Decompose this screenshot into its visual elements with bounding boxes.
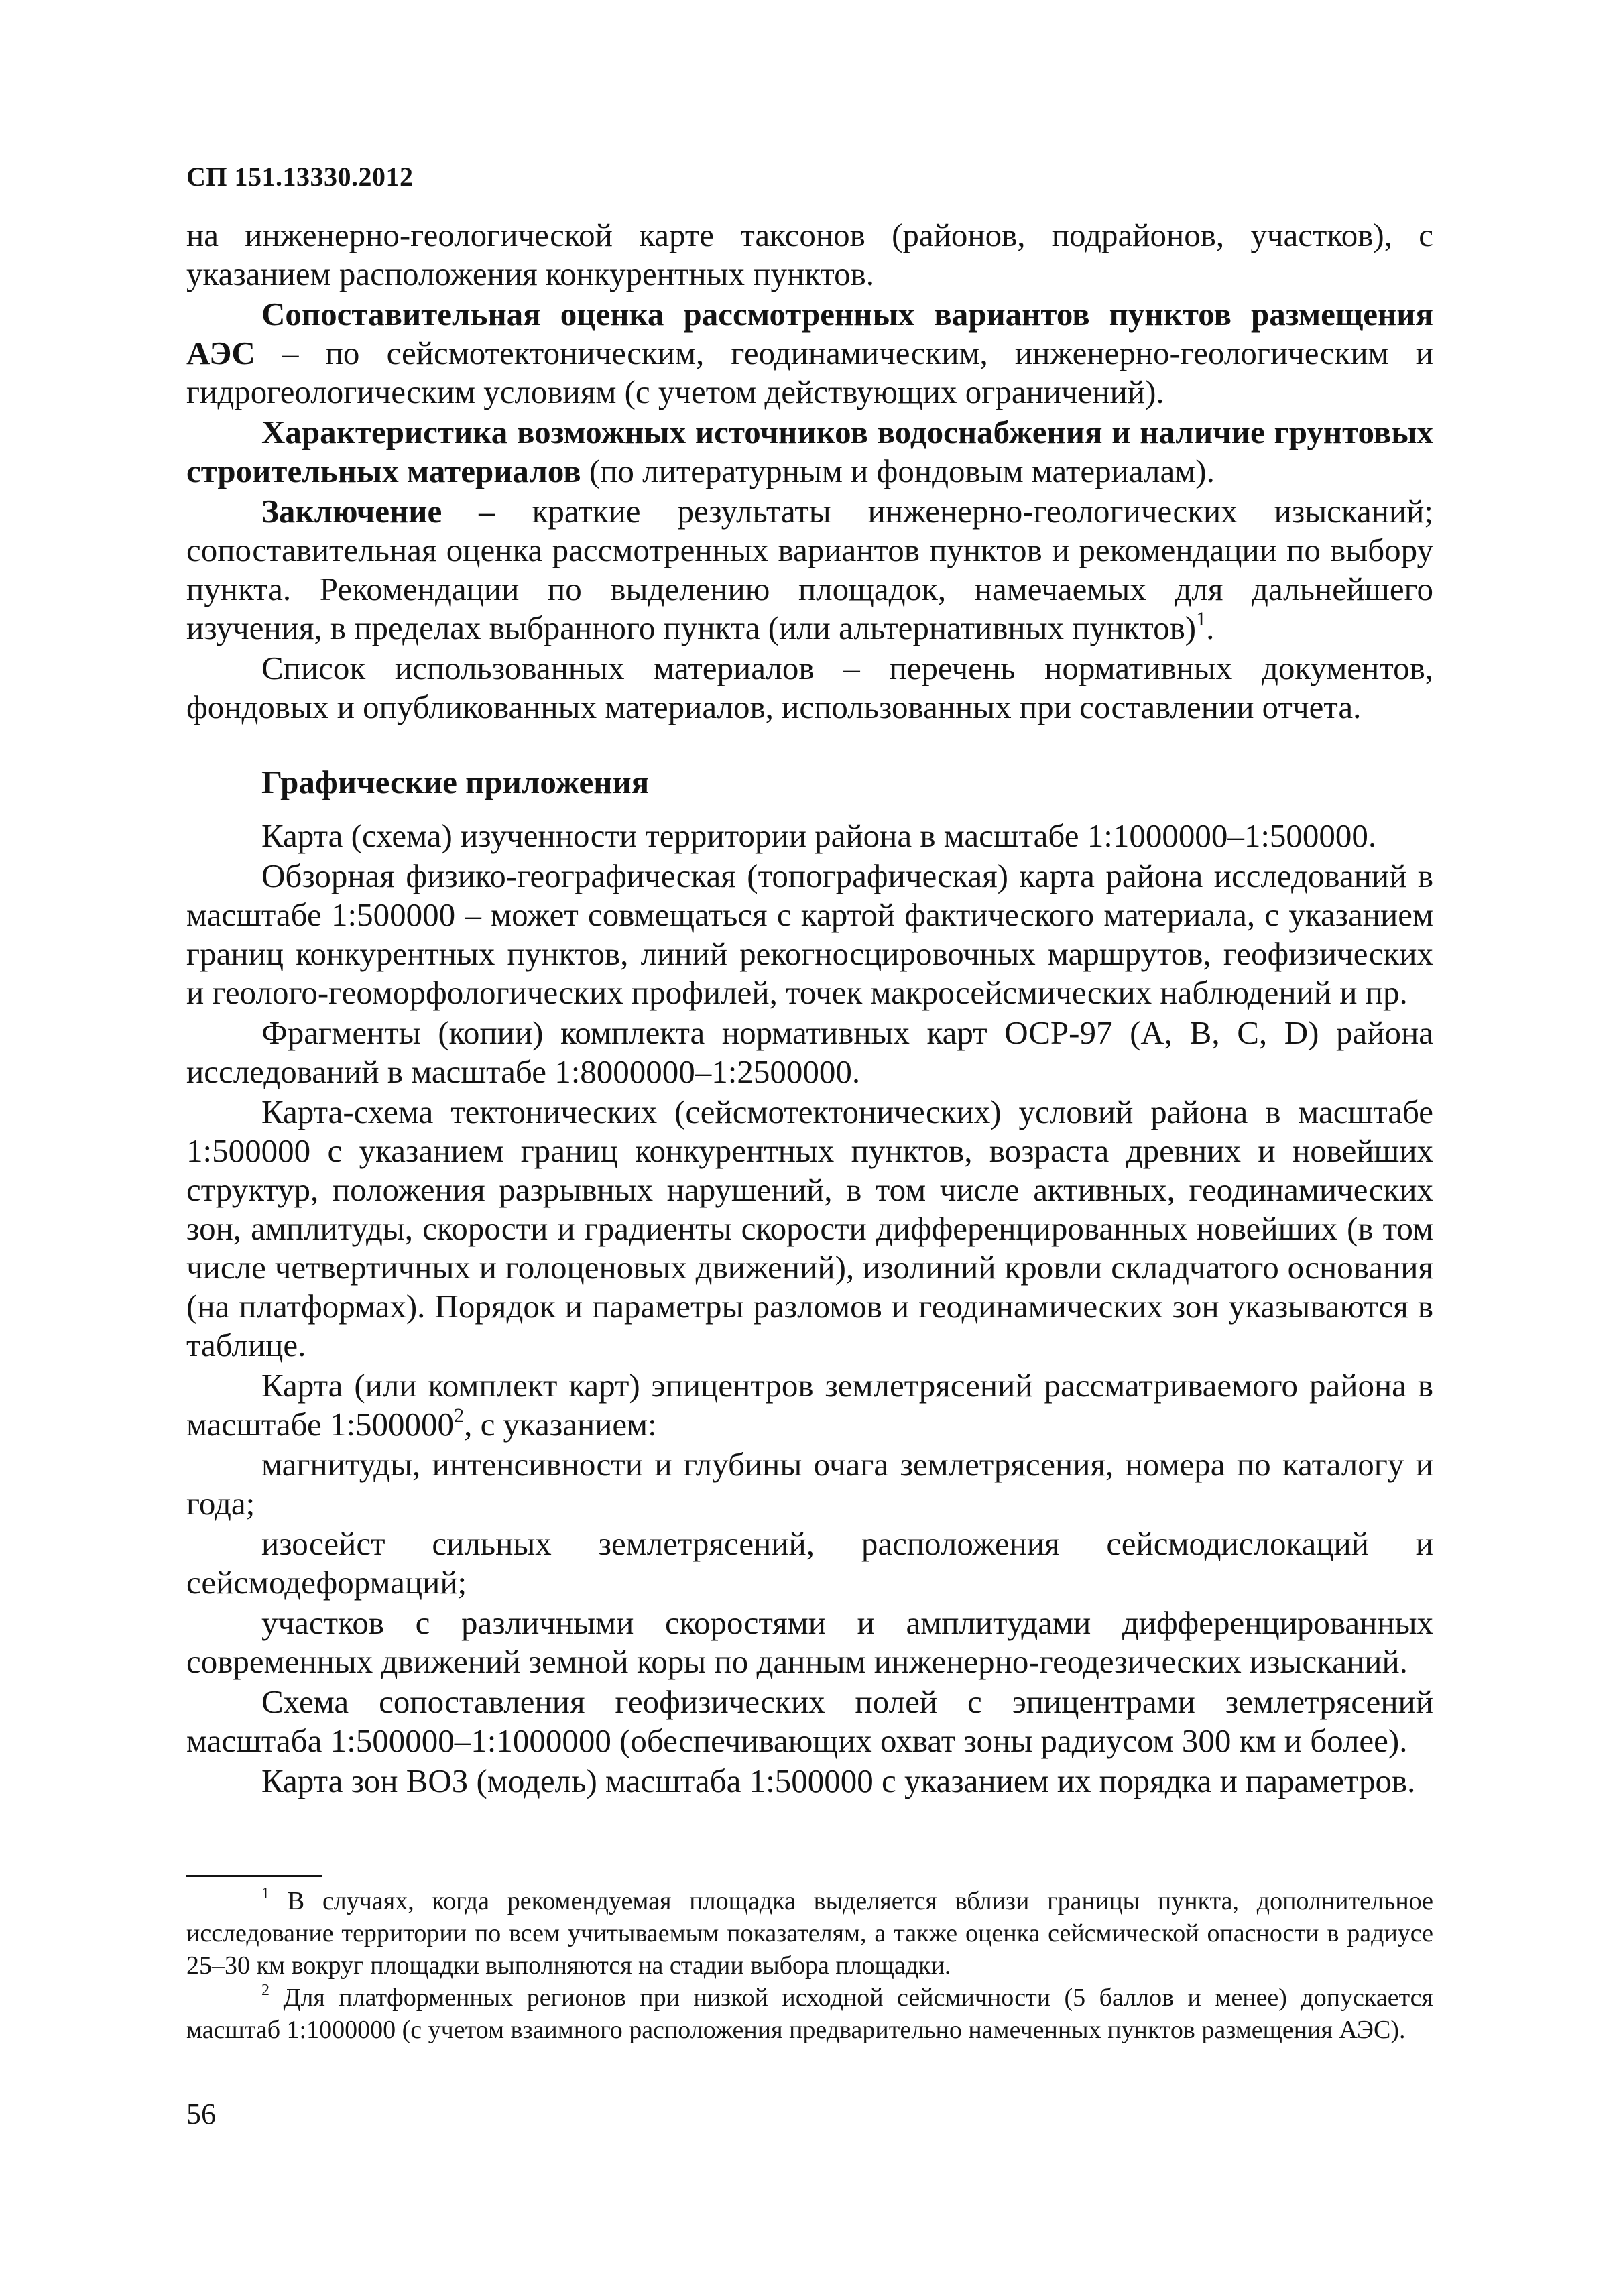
text-epicenter-map: Карта (или комплект карт) эпицентров землетрясений рассматриваемого района в масштабе 1:500000: [186, 1367, 1433, 1443]
list-item-crust-movements: участков с различными скоростями и амплитудами дифференцированных современных движений земной коры по данным инженерно-геодезических изысканий.: [186, 1604, 1433, 1680]
paragraph-study-map: Карта (схема) изученности территории района в масштабе 1:1000000–1:500000.: [261, 817, 1377, 854]
text-comparative-assessment: – по сейсмотектоническим, геодинамическим, инженерно-геологическим и гидрогеологическим условиям (с учетом действующих ограничений).: [186, 335, 1433, 410]
term-water-sources: Характеристика возможных источников водоснабжения и наличие грунтовых строительных материалов: [186, 414, 1433, 489]
list-item-isoseists: изосейст сильных землетрясений, расположения сейсмодислокаций и сейсмодеформаций;: [186, 1525, 1433, 1601]
paragraph-overview-map: Обзорная физико-географическая (топографическая) карта района исследований в масштабе 1:500000 – может совмещаться с картой фактического материала, с указанием границ конкурентных пунктов, линий рекогносцировочных маршрутов, геофизических и геолого-геоморфологических профилей, точек макросейсмических наблюдений и пр.: [186, 857, 1433, 1011]
footnote-text-2: Для платформенных регионов при низкой исходной сейсмичности (5 баллов и менее) допускается масштаб 1:1000000 (с учетом взаимного расположения предварительно намеченных пунктов размещения АЭС).: [186, 1984, 1433, 2044]
paragraph-comparative-assessment: [186, 295, 1433, 412]
paragraph-epicenter-map: [186, 1366, 1433, 1444]
page-content: [186, 216, 1433, 1802]
paragraph-tectonic-map: Карта-схема тектонических (сейсмотектонических) условий района в масштабе 1:500000 с указанием границ конкурентных пунктов, возраста древних и новейших структур, положения разрывных нарушений, в том числе активных, геодинамических зон, амплитуды, скорости и градиенты скорости дифференцированных новейших (в том числе четвертичных и голоценовых движений), изолиний кровли складчатого основания (на платформах). Порядок и параметры разломов и геодинамических зон указываются в таблице.: [186, 1093, 1433, 1364]
footnote-ref-2: 2: [454, 1404, 465, 1427]
footnotes: [186, 1885, 1433, 2046]
conclusion-period: .: [1206, 609, 1215, 646]
footnote-2: [186, 1982, 1433, 2046]
paragraph-voz-zones-map: Карта зон ВОЗ (модель) масштаба 1:500000 с указанием их порядка и параметров.: [261, 1762, 1416, 1799]
section-title-graphic-appendices: Графические приложения: [261, 764, 650, 800]
paragraph-references: Список использованных материалов – перечень нормативных документов, фондовых и опубликованных материалов, использованных при составлении отчета.: [186, 650, 1433, 725]
list-item-magnitude: магнитуды, интенсивности и глубины очага землетрясения, номера по каталогу и года;: [186, 1446, 1433, 1522]
text-conclusion: – краткие результаты инженерно-геологических изысканий; сопоставительная оценка рассмотренных вариантов пунктов и рекомендации по выбору пункта. Рекомендации по выделению площадок, намечаемых для дальнейшего изучения, в пределах выбранного пункта (или альтернативных пунктов): [186, 493, 1433, 646]
text-water-sources: (по литературным и фондовым материалам).: [581, 452, 1215, 489]
paragraph-osr-fragments: Фрагменты (копии) комплекта нормативных карт ОСР-97 (A, B, C, D) района исследований в масштабе 1:8000000–1:2500000.: [186, 1014, 1433, 1090]
paragraph-geophysical-fields: Схема сопоставления геофизических полей с эпицентрами землетрясений масштаба 1:500000–1:1000000 (обеспечивающих охват зоны радиусом 300 км и более).: [186, 1683, 1433, 1759]
footnote-mark-1: 1: [261, 1885, 269, 1902]
text-epicenter-map-tail: , с указанием:: [464, 1406, 657, 1443]
paragraph-water-sources: [186, 413, 1433, 491]
footnote-divider: [186, 1875, 322, 1877]
paragraph-continuation: на инженерно-геологической карте таксонов (районов, подрайонов, участков), с указанием расположения конкурентных пунктов.: [186, 217, 1433, 292]
term-conclusion: Заключение: [261, 493, 442, 530]
paragraph-conclusion: [186, 492, 1433, 648]
footnote-ref-1: 1: [1196, 608, 1207, 630]
page-number: 56: [186, 2098, 216, 2130]
footnote-text-1: В случаях, когда рекомендуемая площадка выделяется вблизи границы пункта, дополнительное исследование территории по всем учитываемым показателям, а также оценка сейсмической опасности в радиусе 25–30 км вокруг площадки выполняются на стадии выбора площадки.: [186, 1887, 1433, 1980]
document-code-header: СП 151.13330.2012: [186, 162, 414, 192]
term-comparative-assessment: Сопоставительная оценка рассмотренных вариантов пунктов размещения АЭС: [186, 296, 1433, 371]
footnote-mark-2: 2: [261, 1982, 269, 1999]
footnote-1: [186, 1885, 1433, 1982]
